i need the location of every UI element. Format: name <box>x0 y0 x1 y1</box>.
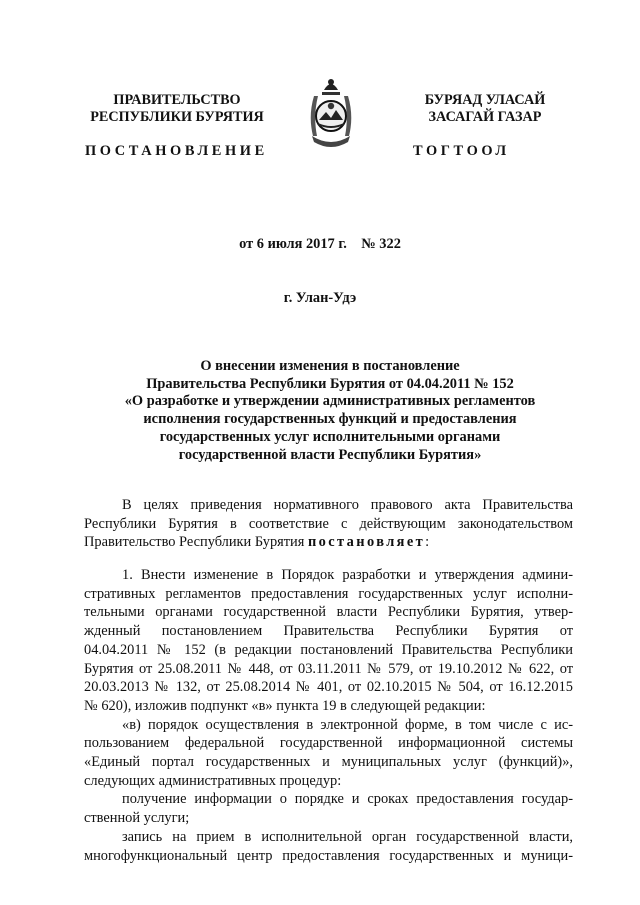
body-line: тельными органами государственной власти Республики Бурятия, утвер- <box>84 604 573 621</box>
colon: : <box>425 534 430 551</box>
body-line: запись на прием в исполнительной орган государственной власти, <box>122 828 573 845</box>
body-line: жденный постановлением Правительства Республики Бурятия от <box>84 623 573 640</box>
subject-line: Правительства Республики Бурятия от 04.04.2011 № 152 <box>146 375 514 392</box>
document-type-buryat: ТОГТООЛ <box>413 143 510 159</box>
body-line: «в) порядок осуществления в электронной форме, в том числе с ис- <box>122 716 573 733</box>
issuer-line-1: ПРАВИТЕЛЬСТВО <box>113 92 241 108</box>
body-line: следующих административных процедур: <box>84 772 342 789</box>
resolves-word: постановляет <box>307 534 426 551</box>
preamble-paragraph <box>84 496 573 552</box>
body-line: получение информации о порядке и сроках предоставления государ- <box>122 791 573 808</box>
decree-subject <box>80 358 580 464</box>
body-line: № 620), изложив подпункт «в» пункта 19 в следующей редакции: <box>84 697 486 714</box>
body-line: «Единый портал государственных и муниципальных услуг (функций)», <box>84 754 573 771</box>
body-line: стративных регламентов предоставления государственных услуг исполни- <box>84 585 573 602</box>
decree-body <box>84 566 573 865</box>
body-line: 1. Внести изменение в Порядок разработки и утверждения админи- <box>122 567 573 583</box>
body-line: 04.04.2011 № 152 (в редакции постановлений Правительства Республики <box>84 641 573 658</box>
body-line: 20.03.2013 № 132, от 25.08.2014 № 401, от 02.10.2015 № 504, от 16.12.2015 <box>84 679 573 696</box>
body-line <box>84 533 573 552</box>
body-line: многофункциональный центр предоставления государственных и муници- <box>84 847 573 864</box>
issuer-name-russian <box>62 92 292 126</box>
issuer-line-2: РЕСПУБЛИКИ БУРЯТИЯ <box>90 109 264 125</box>
preamble-subject: Правительство Республики Бурятия <box>84 534 308 551</box>
body-line: В целях приведения нормативного правового акта Правительства <box>122 497 573 513</box>
subject-line: О внесении изменения в постановление <box>200 358 460 374</box>
issue-city: г. Улан-Удэ <box>283 290 357 306</box>
body-line: Республики Бурятия в соответствие с действующим законодательством <box>84 515 573 532</box>
subject-line: исполнения государственных функций и предоставления <box>143 411 517 428</box>
issuer-name-buryat <box>390 92 580 126</box>
issuer-buryat-line-1: БУРЯАД УЛАСАЙ <box>424 92 546 108</box>
subject-line: государственной власти Республики Бурятия» <box>178 446 482 463</box>
body-line: пользованием федеральной государственной информационной системы <box>84 735 573 752</box>
body-line: Бурятия от 25.08.2011 № 448, от 03.11.2011 № 579, от 19.10.2012 № 622, от <box>84 660 573 677</box>
issuer-buryat-line-2: ЗАСАГАЙ ГАЗАР <box>428 109 542 125</box>
decree-date-number: от 6 июля 2017 г. № 322 <box>239 236 401 252</box>
coat-of-arms-icon <box>304 76 358 154</box>
body-line: ственной услуги; <box>84 810 190 827</box>
document-type-russian: ПОСТАНОВЛЕНИЕ <box>85 143 268 159</box>
subject-line: государственных услуг исполнительными органами <box>159 428 501 445</box>
subject-line: «О разработке и утверждении административных регламентов <box>124 393 536 410</box>
